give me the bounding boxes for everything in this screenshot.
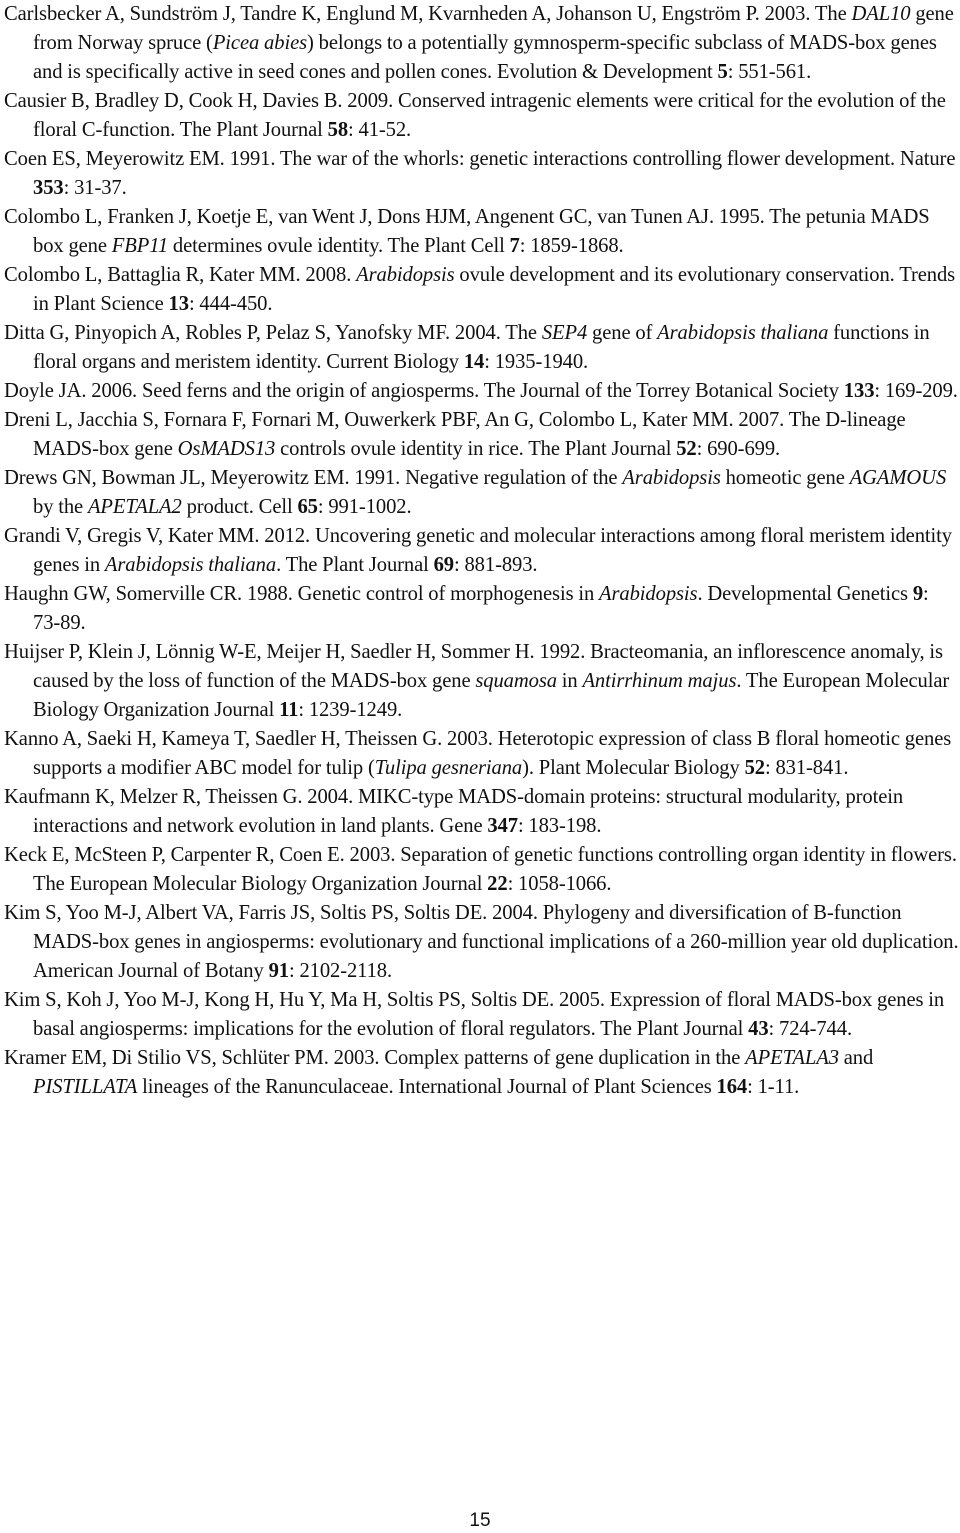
reference-entry [4, 319, 959, 377]
volume-number: 11 [279, 699, 299, 721]
reference-text: : 690-699. [696, 438, 781, 460]
reference-text: . The Plant Journal [276, 554, 434, 576]
reference-entry [4, 377, 959, 406]
reference-text: and [838, 1047, 874, 1069]
reference-text: determines ovule identity. The Plant Cell [168, 235, 510, 257]
italic-term: PISTILLATA [33, 1076, 138, 1098]
reference-entry [4, 725, 959, 783]
reference-text: ) belongs to a potentially gymnosperm-specific subclass of MADS-box genes and is specifically active in seed cones and pollen cones. Evolution & Development [33, 32, 937, 83]
reference-entry [4, 899, 959, 986]
reference-text: product. Cell [181, 496, 298, 518]
volume-number: 353 [33, 177, 64, 199]
volume-number: 69 [433, 554, 455, 576]
reference-text: Kramer EM, Di Stilio VS, Schlüter PM. 2003. Complex patterns of gene duplication in the [4, 1047, 746, 1069]
volume-number: 65 [297, 496, 318, 518]
italic-term: Tulipa gesneriana [374, 757, 523, 779]
italic-term: DAL10 [851, 3, 911, 25]
reference-text: : 1239-1249. [298, 699, 403, 721]
reference-text: Drews GN, Bowman JL, Meyerowitz EM. 1991. Negative regulation of the [4, 467, 623, 489]
italic-term: APETALA2 [87, 496, 182, 518]
reference-text: : 1-11. [747, 1076, 800, 1098]
reference-text: homeotic gene [720, 467, 850, 489]
reference-text: Colombo L, Franken J, Koetje E, van Went J, Dons HJM, Angenent GC, van Tunen AJ. 1995. The petunia MADS box gene [4, 206, 930, 257]
italic-term: APETALA3 [745, 1047, 839, 1069]
italic-term: Antirrhinum majus [582, 670, 737, 692]
reference-text: lineages of the Ranunculaceae. International Journal of Plant Sciences [137, 1076, 717, 1098]
reference-text: functions in floral organs and meristem identity. Current Biology [33, 322, 930, 373]
reference-text: : 41-52. [348, 119, 412, 141]
volume-number: 133 [843, 380, 875, 402]
reference-list [4, 0, 959, 1102]
italic-term: Arabidopsis thaliana [104, 554, 277, 576]
reference-text: : 73-89. [33, 583, 929, 634]
reference-entry [4, 522, 959, 580]
italic-term: AGAMOUS [849, 467, 947, 489]
volume-number: 22 [487, 873, 508, 895]
volume-number: 164 [716, 1076, 748, 1098]
reference-text: Ditta G, Pinyopich A, Robles P, Pelaz S, Yanofsky MF. 2004. The [4, 322, 542, 344]
reference-text: by the [33, 496, 88, 518]
reference-text: Causier B, Bradley D, Cook H, Davies B. 2009. Conserved intragenic elements were critical for the evolution of the floral C-function. The Plant Journal [4, 90, 946, 141]
reference-text: gene from Norway spruce ( [33, 3, 954, 54]
reference-text: Huijser P, Klein J, Lönnig W-E, Meijer H, Saedler H, Sommer H. 1992. Bracteomania, an inflorescence anomaly, is caused by the loss of function of the MADS-box gene [4, 641, 943, 692]
italic-term: Arabidopsis [599, 583, 698, 605]
reference-text: ). Plant Molecular Biology [522, 757, 745, 779]
reference-entry [4, 261, 959, 319]
volume-number: 14 [463, 351, 485, 373]
reference-text: : 1058-1066. [507, 873, 612, 895]
reference-entry [4, 0, 959, 87]
reference-entry [4, 464, 959, 522]
reference-text: . The European Molecular Biology Organization Journal [33, 670, 950, 721]
italic-term: SEP4 [541, 322, 588, 344]
reference-text: : 1935-1940. [484, 351, 589, 373]
reference-entry [4, 580, 959, 638]
reference-text: Doyle JA. 2006. Seed ferns and the origin of angiosperms. The Journal of the Torrey Botanical Society [4, 380, 844, 402]
reference-text: . Developmental Genetics [697, 583, 913, 605]
reference-text: Colombo L, Battaglia R, Kater MM. 2008. [4, 264, 357, 286]
volume-number: 43 [748, 1018, 769, 1040]
italic-term: Arabidopsis [622, 467, 721, 489]
italic-term: Picea abies [212, 32, 308, 54]
italic-term: FBP11 [111, 235, 169, 257]
reference-entry [4, 638, 959, 725]
volume-number: 52 [676, 438, 697, 460]
italic-term: Arabidopsis thaliana [657, 322, 829, 344]
volume-number: 5 [717, 61, 728, 83]
reference-text: in [556, 670, 583, 692]
reference-text: : 2102-2118. [288, 960, 393, 982]
reference-text: : 724-744. [768, 1018, 853, 1040]
volume-number: 7 [509, 235, 520, 257]
reference-entry [4, 783, 959, 841]
reference-entry [4, 986, 959, 1044]
reference-text: : 444-450. [188, 293, 273, 315]
reference-text: Coen ES, Meyerowitz EM. 1991. The war of the whorls: genetic interactions controlling flower development. Nature [4, 148, 956, 170]
reference-text: : 881-893. [454, 554, 538, 576]
reference-text: : 31-37. [63, 177, 127, 199]
volume-number: 13 [168, 293, 189, 315]
volume-number: 9 [912, 583, 924, 605]
reference-text: : 183-198. [517, 815, 602, 837]
volume-number: 347 [487, 815, 518, 837]
reference-text: : 1859-1868. [519, 235, 624, 257]
reference-text: Haughn GW, Somerville CR. 1988. Genetic control of morphogenesis in [4, 583, 600, 605]
reference-entry [4, 87, 959, 145]
reference-entry [4, 406, 959, 464]
reference-text: Dreni L, Jacchia S, Fornara F, Fornari M, Ouwerkerk PBF, An G, Colombo L, Kater MM. 2007. The D-lineage MADS-box gene [4, 409, 906, 460]
italic-term: squamosa [475, 670, 557, 692]
reference-text: Carlsbecker A, Sundström J, Tandre K, Englund M, Kvarnheden A, Johanson U, Engström P. 2003. The [4, 3, 852, 25]
reference-text: Grandi V, Gregis V, Kater MM. 2012. Uncovering genetic and molecular interactions among floral meristem identity genes in [4, 525, 952, 576]
reference-text: Keck E, McSteen P, Carpenter R, Coen E. 2003. Separation of genetic functions controlling organ identity in flowers. The European Molecular Biology Organization Journal [4, 844, 957, 895]
volume-number: 91 [268, 960, 289, 982]
reference-entry [4, 1044, 959, 1102]
volume-number: 58 [327, 119, 349, 141]
reference-text: gene of [587, 322, 658, 344]
reference-text: Kim S, Koh J, Yoo M-J, Kong H, Hu Y, Ma H, Soltis PS, Soltis DE. 2005. Expression of floral MADS-box genes in basal angiosperms: implications for the evolution of floral regulators. The Plant Journal [4, 989, 945, 1040]
reference-text: Kaufmann K, Melzer R, Theissen G. 2004. MIKC-type MADS-domain proteins: structural modularity, protein interactions and network evolution in land plants. Gene [4, 786, 904, 837]
volume-number: 52 [744, 757, 765, 779]
reference-entry [4, 841, 959, 899]
italic-term: Arabidopsis [356, 264, 455, 286]
italic-term: OsMADS13 [177, 438, 276, 460]
page-number: 15 [469, 1510, 491, 1531]
reference-text: : 831-841. [764, 757, 849, 779]
reference-text: : 169-209. [874, 380, 958, 402]
reference-text: controls ovule identity in rice. The Plant Journal [275, 438, 677, 460]
reference-text: : 551-561. [727, 61, 812, 83]
reference-text: Kanno A, Saeki H, Kameya T, Saedler H, Theissen G. 2003. Heterotopic expression of class B floral homeotic genes supports a modifier ABC model for tulip ( [4, 728, 952, 779]
reference-text: ovule development and its evolutionary conservation. Trends in Plant Science [33, 264, 956, 315]
reference-entry [4, 203, 959, 261]
reference-text: : 991-1002. [317, 496, 412, 518]
reference-entry [4, 145, 959, 203]
reference-text: Kim S, Yoo M-J, Albert VA, Farris JS, Soltis PS, Soltis DE. 2004. Phylogeny and diversification of B-function MADS-box genes in angiosperms: evolutionary and functional implications of a 260-million year old duplication. American Journal of Botany [4, 902, 959, 982]
